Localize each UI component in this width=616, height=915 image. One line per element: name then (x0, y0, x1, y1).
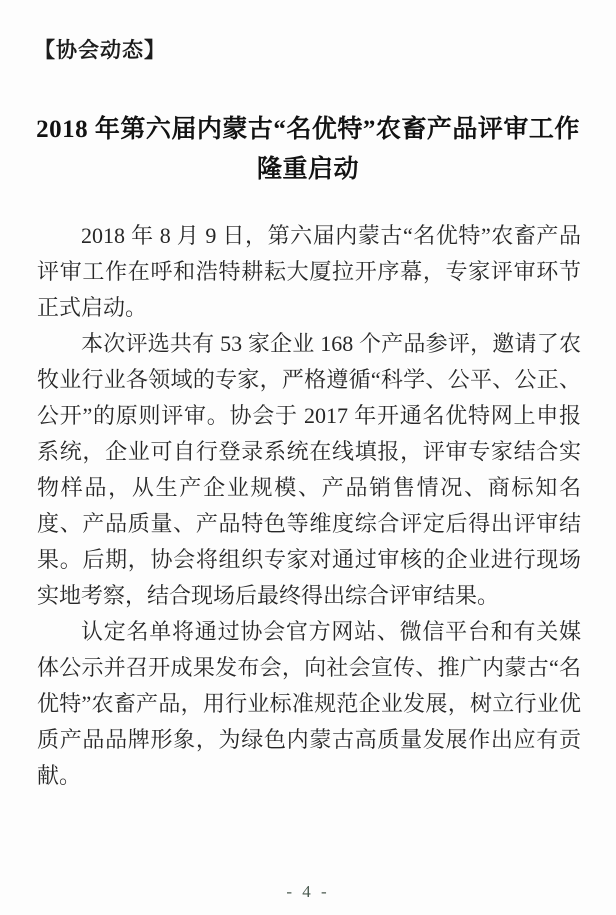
paragraph-1: 2018 年 8 月 9 日，第六届内蒙古“名优特”农畜产品评审工作在呼和浩特耕耘大厦拉开序幕，专家评审环节正式启动。 (37, 223, 581, 320)
document-title-line-1: 2018 年第六届内蒙古“名优特”农畜产品评审工作 (36, 116, 580, 143)
section-header: 【协会动态】 (34, 39, 166, 62)
document-title (36, 110, 580, 190)
paragraph-2: 本次评选共有 53 家企业 168 个产品参评，邀请了农牧业行业各领域的专家，严格遵循“科学、公平、公正、公开”的原则评审。协会于 2017 年开通名优特网上申报系统，企业可自行登录系统在线填报，评审专家结合实物样品，从生产企业规模、产品销售情况、商标知名度、产品质量、产品特色等维度综合评定后得出评审结果。后期，协会将组织专家对通过审核的企业进行现场实地考察，结合现场后最终得出综合评审结果。 (37, 331, 581, 608)
document-body (37, 218, 581, 794)
paragraph-3: 认定名单将通过协会官方网站、微信平台和有关媒体公示并召开成果发布会，向社会宣传、推广内蒙古“名优特”农畜产品，用行业标准规范企业发展，树立行业优质产品品牌形象，为绿色内蒙古高质量发展作出应有贡献。 (37, 619, 581, 788)
document-title-line-2: 隆重启动 (256, 156, 359, 183)
page-number: - 4 - (286, 882, 330, 901)
